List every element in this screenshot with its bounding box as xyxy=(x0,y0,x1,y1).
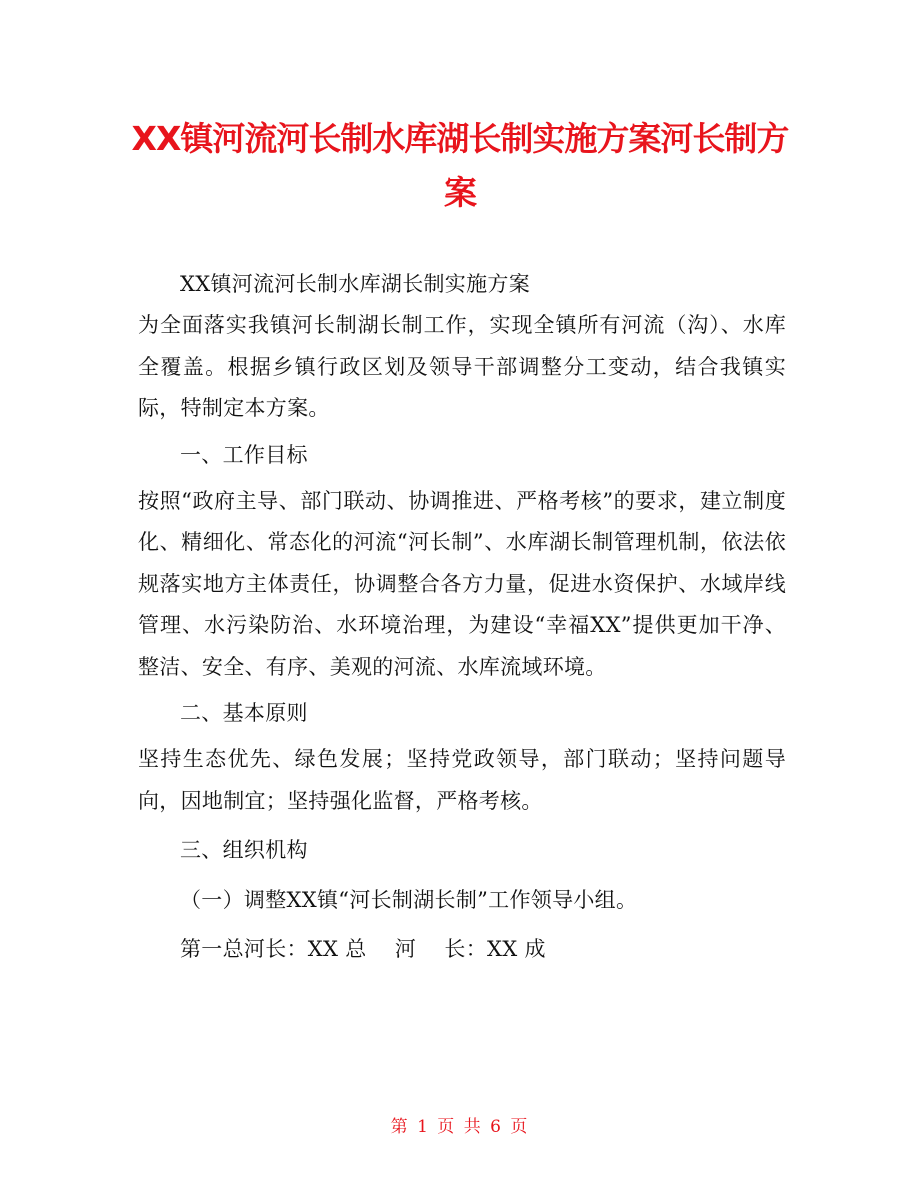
leadership-list-line: 第一总河长：XX 总 河 长：XX 成 xyxy=(180,937,546,962)
document-body xyxy=(138,264,786,971)
section-heading-organization: 三、组织机构 xyxy=(180,838,308,863)
intro-paragraph: 为全面落实我镇河长制湖长制工作，实现全镇所有河流（沟）、水库全覆盖。根据乡镇行政区划及领导干部调整分工变动，结合我镇实际，特制定本方案。 xyxy=(138,313,786,421)
section-heading-principles: 二、基本原则 xyxy=(180,701,308,726)
principles-paragraph: 坚持生态优先、绿色发展；坚持党政领导，部门联动；坚持问题导向，因地制宜；坚持强化监督，严格考核。 xyxy=(138,747,786,813)
goals-paragraph: 按照“政府主导、部门联动、协调推进、严格考核”的要求，建立制度化、精细化、常态化的河流“河长制”、水库湖长制管理机制，依法依规落实地方主体责任，协调整合各方力量，促进水资保护、水域岸线管理、水污染防治、水环境治理，为建设“幸福XX”提供更加干净、整洁、安全、有序、美观的河流、水库流域环境。 xyxy=(138,489,786,679)
page-number-footer: 第 1 页 共 6 页 xyxy=(390,1117,530,1137)
subtitle-paragraph: XX镇河流河长制水库湖长制实施方案 xyxy=(180,272,530,296)
section-heading-goals: 一、工作目标 xyxy=(180,442,308,467)
document-title: XX镇河流河长制水库湖长制实施方案河长制方案 xyxy=(131,119,789,212)
subsection-heading-leadership-group: （一）调整XX镇“河长制湖长制”工作领导小组。 xyxy=(180,887,638,912)
